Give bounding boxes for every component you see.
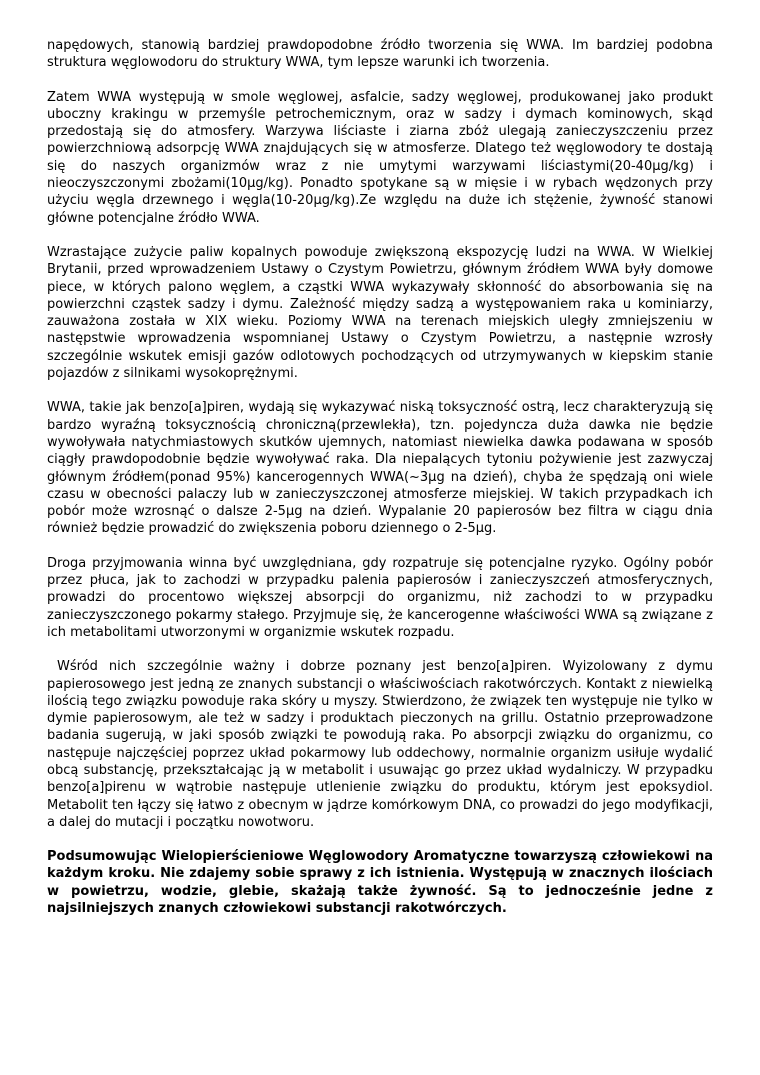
paragraph-fossil-fuels: Wzrastające zużycie paliw kopalnych powoduje zwiększoną ekspozycję ludzi na WWA. W Wielkiej Brytanii, przed wprowadzeniem Ustawy o Czystym Powietrzu, głównym źródłem WWA były domowe piece, w których palono węglem, a cząstki WWA wykazywały skłonność do absorbowania się na powierzchni cząstek sadzy i dymu. Zależność między sadzą a występowaniem raka u kominiarzy, zauważona została w XIX wieku. Poziomy WWA na terenach miejskich uległy zmniejszeniu w następstwie wprowadzenia wspomnianej Ustawy o Czystym Powietrzu, a następnie wzrosły szczególnie wskutek emisji gazów odlotowych pochodzących od utrzymywanych w kiepskim stanie pojazdów z silnikami wysokoprężnymi. xyxy=(47,244,713,382)
paragraph-intake-route: Droga przyjmowania winna być uwzględniana, gdy rozpatruje się potencjalne ryzyko. Ogólny pobór przez płuca, jak to zachodzi w przypadku palenia papierosów i zanieczyszczeń atmosferycznych, prowadzi do procentowo większej absorpcji do organizmu, niż zachodzi to w przypadku zanieczyszczonego pokarmy stałego. Przyjmuje się, że kancerogenne właściwości WWA są związane z ich metabolitami utworzonymi w organizmie wskutek rozpadu. xyxy=(47,555,713,640)
paragraph-summary: Podsumowując Wielopierścieniowe Węglowodory Aromatyczne towarzyszą człowiekowi na każdym kroku. Nie zdajemy sobie sprawy z ich istnienia. Występują w znacznych ilościach w powietrzu, wodzie, glebie, skażają także żywność. Są to jednocześnie jedne z najsilniejszych znanych człowiekowi substancji rakotwórczych. xyxy=(47,849,713,917)
paragraph-benzopyrene: Wśród nich szczególnie ważny i dobrze poznany jest benzo[a]piren. Wyizolowany z dymu papierosowego jest jedną ze znanych substancji o właściwościach rakotwórczych. Kontakt z niewielką ilością tego związku powoduje raka skóry u myszy. Stwierdzono, że związek ten występuje nie tylko w dymie papierosowym, ale też w sadzy i produktach pieczonych na grillu. Ostatnio przeprowadzone badania sugerują, w jaki sposób związki te powodują raka. Po absorpcji związku do organizmu, co następuje najczęściej poprzez układ pokarmowy lub oddechowy, normalnie organizm usiłuje wydalić obcą substancję, przekształcając ją w metabolit i usuwając go przez układ wydalniczy. W przypadku benzo[a]pirenu w wątrobie następuje utlenienie związku do produktu, którym jest epoksydiol. Metabolit ten łączy się łatwo z obecnym w jądrze komórkowym DNA, co prowadzi do jego modyfikacji, a dalej do mutacji i początku nowotworu. xyxy=(47,659,713,830)
paragraph-sources: Zatem WWA występują w smole węglowej, asfalcie, sadzy węglowej, produkowanej jako produkt uboczny krakingu w przemyśle petrochemicznym, oraz w sadzy i dymach kominowych, skąd przedostają się do atmosfery. Warzywa liściaste i ziarna zbóż ulegają zanieczyszczeniu przez powierzchniową adsorpcję WWA znajdujących się w atmosferze. Dlatego też węglowodory te dostają się do naszych organizmów wraz z nie umytymi warzywami liściastymi(20-40μg/kg) i nieoczyszczonymi zbożami(10μg/kg). Ponadto spotykane są w mięsie i w rybach wędzonych przy użyciu węgla drzewnego i węgla(10-20μg/kg).Ze względu na duże ich stężenie, żywność stanowi główne potencjalne źródło WWA. xyxy=(47,89,713,226)
paragraph-intro-continuation: napędowych, stanowią bardziej prawdopodobne źródło tworzenia się WWA. Im bardziej podobna struktura węglowodoru do struktury WWA, tym lepsze warunki ich tworzenia. xyxy=(47,38,713,71)
paragraph-toxicity: WWA, takie jak benzo[a]piren, wydają się wykazywać niską toksyczność ostrą, lecz charakteryzują się bardzo wyraźną toksycznością chroniczną(przewlekła), tzn. pojedyncza duża dawka nie będzie wywoływała natychmiastowych skutków ujemnych, natomiast niewielka dawka podawana w sposób ciągły prawdopodobnie będzie wywoływać raka. Dla niepalących tytoniu pożywienie jest zazwyczaj głównym źródłem(ponad 95%) kancerogennych WWA(~3μg na dzień), chyba że spędzają oni wiele czasu w obecności palaczy lub w zanieczyszczonej atmosferze miejskiej. W takich przypadkach ich pobór może wzrosnąć o dalsze 2-5μg na dzień. Wypalanie 20 papierosów bez filtra w ciągu dnia również będzie prowadzić do zwiększenia poboru dziennego o 2-5μg. xyxy=(47,400,713,537)
